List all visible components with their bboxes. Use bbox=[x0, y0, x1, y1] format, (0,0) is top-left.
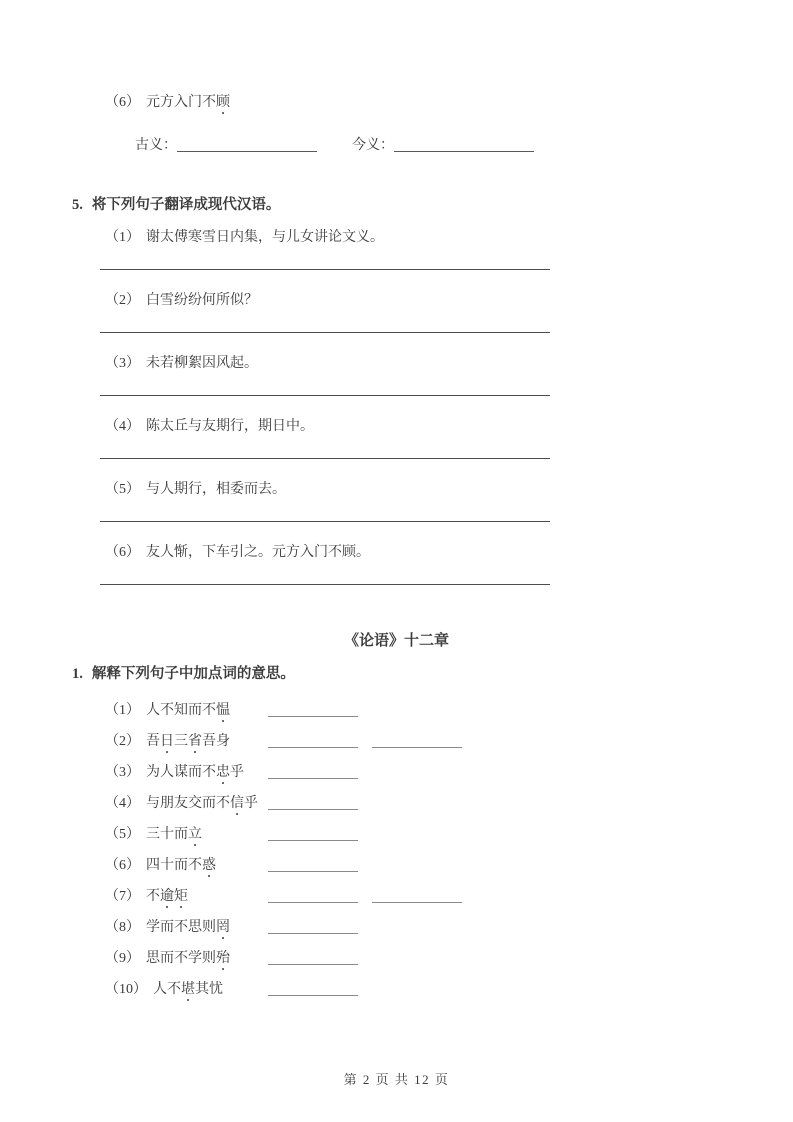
item-phrase bbox=[105, 980, 268, 1000]
item-number: （2） bbox=[105, 734, 140, 749]
jinyi-label: 今义： bbox=[352, 138, 394, 153]
sentence bbox=[105, 228, 793, 248]
dotted-char: 惑 bbox=[202, 858, 216, 873]
sentence-text: 谢太傅寒雪日内集，与儿女讲论文义。 bbox=[146, 230, 384, 245]
item-number: （10） bbox=[105, 982, 147, 997]
item-phrase bbox=[105, 918, 268, 938]
sentence-text: 友人惭，下车引之。元方入门不顾。 bbox=[146, 545, 370, 560]
sentence-text: 白雪纷纷何所似？ bbox=[146, 293, 258, 308]
question-5-number: 5. bbox=[72, 197, 83, 213]
dotted-char: 殆 bbox=[216, 951, 230, 966]
text-segment: 为人谋而不 bbox=[146, 765, 216, 780]
dotted-char: 堪 bbox=[181, 982, 195, 997]
question-1-number: 1. bbox=[72, 666, 83, 682]
translation-item bbox=[0, 228, 793, 270]
sentence bbox=[105, 480, 793, 500]
sentence bbox=[105, 417, 793, 437]
item-phrase bbox=[146, 95, 230, 110]
item-number: （5） bbox=[105, 827, 140, 842]
item-number: （6） bbox=[105, 95, 140, 110]
item-number: （6） bbox=[105, 858, 140, 873]
answer-blank bbox=[372, 889, 462, 903]
answer-line bbox=[100, 269, 550, 270]
jinyi-answer-blank bbox=[394, 138, 534, 152]
text-segment: 乎 bbox=[244, 796, 258, 811]
item-phrase bbox=[105, 794, 268, 814]
translation-item bbox=[0, 480, 793, 522]
explain-item bbox=[105, 980, 793, 1000]
translation-item bbox=[0, 354, 793, 396]
dotted-char: 顾 bbox=[216, 95, 230, 110]
answer-blanks bbox=[268, 856, 372, 876]
item-phrase bbox=[105, 825, 268, 845]
answer-line bbox=[100, 521, 550, 522]
text-segment: 吾身 bbox=[202, 734, 230, 749]
dotted-char: 逾 bbox=[160, 889, 174, 904]
dotted-char: 日 bbox=[160, 734, 174, 749]
text-segment: 四十而不 bbox=[146, 858, 202, 873]
answer-blank bbox=[268, 920, 358, 934]
answer-blank bbox=[268, 734, 358, 748]
answer-blanks bbox=[268, 825, 372, 845]
answer-line bbox=[100, 458, 550, 459]
answer-blank bbox=[372, 734, 462, 748]
question-1-text: 解释下列句子中加点词的意思。 bbox=[91, 666, 295, 682]
text-segment: 人不知而不 bbox=[146, 703, 216, 718]
answer-line bbox=[100, 584, 550, 585]
question-5-heading bbox=[72, 195, 793, 215]
answer-blank bbox=[268, 951, 358, 965]
text-segment: 思而不学则 bbox=[146, 951, 216, 966]
item-number: （9） bbox=[105, 951, 140, 966]
text-segment: 人不 bbox=[153, 982, 181, 997]
answer-blank bbox=[268, 889, 358, 903]
item-number: （2） bbox=[105, 293, 140, 308]
dotted-char: 省 bbox=[188, 734, 202, 749]
answer-blank bbox=[268, 765, 358, 779]
dotted-char: 罔 bbox=[216, 920, 230, 935]
item-number: （1） bbox=[105, 703, 140, 718]
prev-question-item-6 bbox=[105, 0, 793, 113]
translation-items-list bbox=[0, 228, 793, 585]
explain-item bbox=[105, 794, 793, 814]
sentence-text: 陈太丘与友期行，期日中。 bbox=[146, 419, 314, 434]
text-segment: 不 bbox=[146, 889, 160, 904]
explain-items-list bbox=[0, 701, 793, 1000]
item-number: （1） bbox=[105, 230, 140, 245]
guyi-jinyi-row bbox=[135, 136, 793, 156]
item-phrase bbox=[105, 701, 268, 721]
guyi-label: 古义： bbox=[135, 138, 177, 153]
text-segment: 与朋友交而不 bbox=[146, 796, 230, 811]
answer-blanks bbox=[268, 701, 372, 721]
question-1-heading bbox=[72, 664, 793, 684]
sentence bbox=[105, 543, 793, 563]
answer-blank bbox=[268, 982, 358, 996]
item-number: （5） bbox=[105, 482, 140, 497]
answer-blanks bbox=[268, 949, 372, 969]
dotted-char: 愠 bbox=[216, 703, 230, 718]
explain-item bbox=[105, 856, 793, 876]
item-phrase bbox=[105, 949, 268, 969]
dotted-char: 信 bbox=[230, 796, 244, 811]
item-number: （6） bbox=[105, 545, 140, 560]
dotted-char: 矩 bbox=[174, 889, 188, 904]
text-segment: 吾 bbox=[146, 734, 160, 749]
answer-blank bbox=[268, 827, 358, 841]
section-title: 《论语》十二章 bbox=[343, 633, 449, 649]
sentence-text: 未若柳絮因风起。 bbox=[146, 356, 258, 371]
answer-blanks bbox=[268, 794, 372, 814]
answer-blanks bbox=[268, 732, 476, 752]
item-phrase bbox=[105, 887, 268, 907]
explain-item bbox=[105, 763, 793, 783]
answer-line bbox=[100, 332, 550, 333]
explain-item bbox=[105, 949, 793, 969]
explain-item bbox=[105, 701, 793, 721]
answer-blanks bbox=[268, 763, 372, 783]
page-footer: 第 2 页 共 12 页 bbox=[343, 1072, 450, 1087]
explain-item bbox=[105, 918, 793, 938]
text-segment: 乎 bbox=[230, 765, 244, 780]
answer-blanks bbox=[268, 980, 372, 1000]
answer-blanks bbox=[268, 887, 476, 907]
item-number: （3） bbox=[105, 765, 140, 780]
item-number: （3） bbox=[105, 356, 140, 371]
answer-blank bbox=[268, 858, 358, 872]
item-phrase bbox=[105, 732, 268, 752]
text-segment: 三 bbox=[174, 734, 188, 749]
item-phrase bbox=[105, 763, 268, 783]
text-segment: 学而不思则 bbox=[146, 920, 216, 935]
question-5-text: 将下列句子翻译成现代汉语。 bbox=[91, 197, 281, 213]
item-number: （4） bbox=[105, 419, 140, 434]
sentence bbox=[105, 291, 793, 311]
translation-item bbox=[0, 417, 793, 459]
answer-line bbox=[100, 395, 550, 396]
dotted-char: 忠 bbox=[216, 765, 230, 780]
answer-blanks bbox=[268, 918, 372, 938]
text-segment: 元方入门不 bbox=[146, 95, 216, 110]
translation-item bbox=[0, 291, 793, 333]
explain-item bbox=[105, 887, 793, 907]
item-number: （7） bbox=[105, 889, 140, 904]
dotted-char: 立 bbox=[188, 827, 202, 842]
text-segment: 三十而 bbox=[146, 827, 188, 842]
translation-item bbox=[0, 543, 793, 585]
sentence bbox=[105, 354, 793, 374]
answer-blank bbox=[268, 796, 358, 810]
guyi-answer-blank bbox=[177, 138, 317, 152]
explain-item bbox=[105, 732, 793, 752]
item-number: （8） bbox=[105, 920, 140, 935]
item-number: （4） bbox=[105, 796, 140, 811]
item-phrase bbox=[105, 856, 268, 876]
sentence-text: 与人期行，相委而去。 bbox=[146, 482, 286, 497]
explain-item bbox=[105, 825, 793, 845]
answer-blank bbox=[268, 703, 358, 717]
text-segment: 其忧 bbox=[195, 982, 223, 997]
